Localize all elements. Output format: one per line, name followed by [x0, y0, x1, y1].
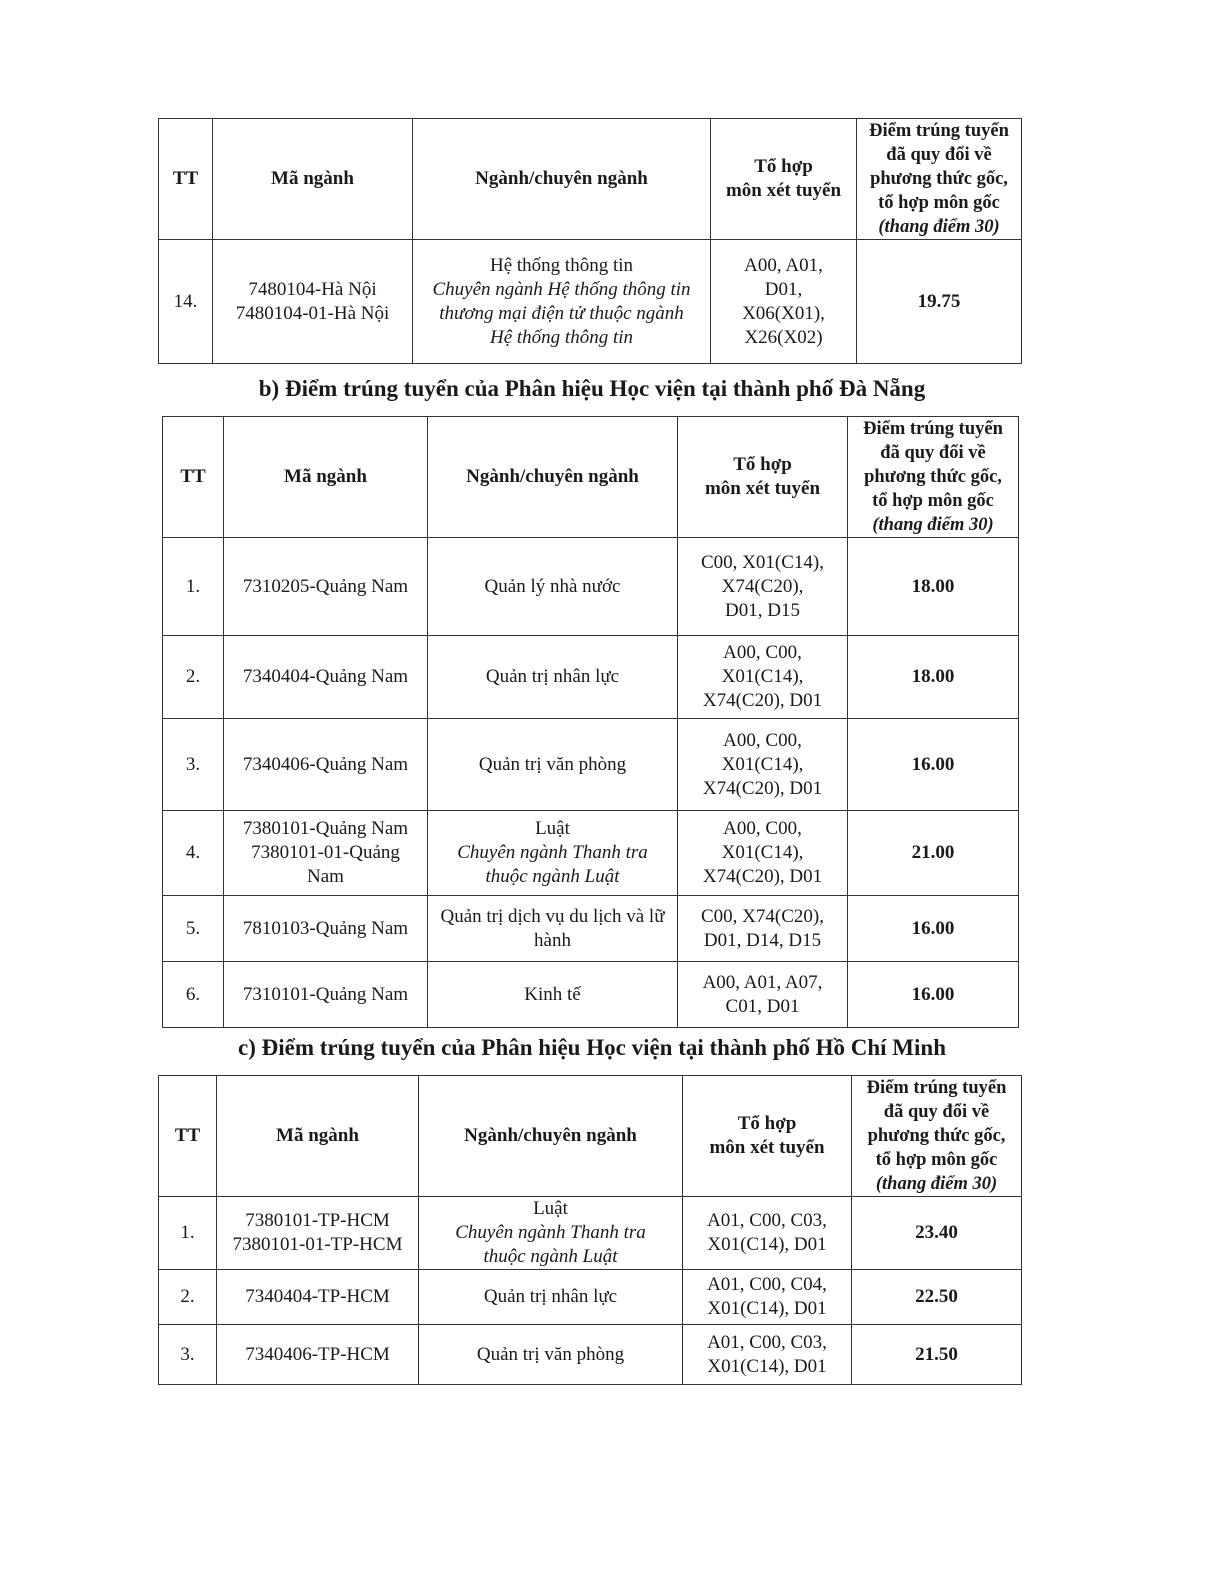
- specialization-line: Chuyên ngành Hệ thống thông tin: [432, 278, 691, 300]
- score-table-hcm: [158, 1075, 1022, 1385]
- row-tt: 2.: [163, 636, 224, 719]
- code-line: 7810103-Quảng Nam: [242, 917, 409, 939]
- header-score-line: phương thức gốc,: [870, 169, 1008, 189]
- row-tt: 2.: [159, 1270, 217, 1325]
- combo-line: D01,: [764, 278, 803, 300]
- score-table-danang: [162, 416, 1019, 1028]
- major-name: Luật: [535, 818, 570, 839]
- combo-line: X01(C14), D01: [707, 1355, 827, 1377]
- row-combo: [678, 962, 848, 1028]
- major-name: Kinh tế: [524, 983, 581, 1005]
- row-tt: 3.: [159, 1325, 217, 1385]
- header-code: Mã ngành: [213, 119, 413, 240]
- row-score: 18.00: [848, 538, 1019, 636]
- row-code: [217, 1197, 419, 1270]
- row-tt: 4.: [163, 811, 224, 896]
- header-combo: [683, 1076, 852, 1197]
- combo-line: X74(C20),: [721, 575, 804, 597]
- code-line: 7380101-TP-HCM: [245, 1210, 390, 1231]
- combo-line: X74(C20), D01: [702, 777, 823, 799]
- header-row: [159, 1076, 1022, 1197]
- combo-line: X06(X01),: [742, 302, 825, 324]
- header-score-scale: (thang điểm 30): [872, 515, 994, 535]
- header-score-line: tổ hợp môn gốc: [872, 491, 994, 511]
- code-line: 7380101-Quảng Nam: [242, 818, 409, 839]
- header-major: Ngành/chuyên ngành: [419, 1076, 683, 1197]
- row-major: [419, 1197, 683, 1270]
- row-combo: [678, 719, 848, 811]
- row-code: [224, 719, 428, 811]
- row-score: 16.00: [848, 719, 1019, 811]
- row-tt: 1.: [159, 1197, 217, 1270]
- combo-line: A00, A01, A07,: [702, 971, 823, 993]
- code-line: 7380101-01-TP-HCM: [232, 1234, 403, 1255]
- header-score-scale: (thang điểm 30): [878, 217, 1000, 237]
- header-combo-line: Tổ hợp: [754, 156, 813, 177]
- specialization-line: Chuyên ngành Thanh tra: [455, 1222, 646, 1243]
- combo-line: X26(X02): [744, 326, 823, 348]
- header-code: Mã ngành: [217, 1076, 419, 1197]
- row-code: [224, 896, 428, 962]
- header-combo: [711, 119, 857, 240]
- major-name: Quản trị nhân lực: [485, 666, 620, 687]
- row-score: 21.00: [848, 811, 1019, 896]
- combo-line: C00, X74(C20),: [701, 905, 824, 927]
- combo-line: X01(C14), D01: [707, 1298, 827, 1319]
- specialization-line: thuộc ngành Luật: [483, 1246, 618, 1267]
- specialization-line: thuộc ngành Luật: [485, 866, 620, 887]
- section-title-hcm: c) Điểm trúng tuyển của Phân hiệu Học viện tại thành phố Hồ Chí Minh: [238, 1035, 946, 1060]
- row-code: [217, 1325, 419, 1385]
- row-combo: [683, 1197, 852, 1270]
- header-code: Mã ngành: [224, 417, 428, 538]
- row-score: 21.50: [852, 1325, 1022, 1385]
- table-row: [163, 896, 1019, 962]
- header-combo-line: Tổ hợp: [733, 454, 792, 475]
- code-line: 7340404-Quảng Nam: [242, 666, 409, 687]
- header-score-line: Điểm trúng tuyển: [869, 121, 1009, 141]
- row-tt: 5.: [163, 896, 224, 962]
- row-score: 23.40: [852, 1197, 1022, 1270]
- header-score-line: tổ hợp môn gốc: [875, 1150, 998, 1170]
- header-tt: TT: [159, 1076, 217, 1197]
- code-line: Nam: [307, 866, 344, 887]
- row-combo: [678, 811, 848, 896]
- section-title-danang: b) Điểm trúng tuyển của Phân hiệu Học viện tại thành phố Đà Nẵng: [258, 376, 926, 401]
- header-major: Ngành/chuyên ngành: [428, 417, 678, 538]
- table-row: [159, 1197, 1022, 1270]
- combo-line: A00, C00,: [723, 642, 802, 663]
- combo-line: A01, C00, C04,: [707, 1274, 827, 1295]
- header-score-line: đã quy đổi về: [886, 145, 992, 165]
- row-code: [224, 962, 428, 1028]
- code-line: 7310101-Quảng Nam: [242, 983, 409, 1005]
- header-score-line: tổ hợp môn gốc: [878, 193, 1000, 213]
- code-line: 7310205-Quảng Nam: [242, 575, 409, 597]
- header-tt: TT: [159, 119, 213, 240]
- combo-line: D01, D14, D15: [703, 929, 822, 951]
- code-line: 7480104-Hà Nội: [248, 278, 377, 300]
- header-score-line: Điểm trúng tuyển: [863, 419, 1003, 439]
- header-tt: TT: [163, 417, 224, 538]
- row-code: [224, 636, 428, 719]
- major-name: Quản lý nhà nước: [484, 575, 621, 597]
- table-row: [159, 1325, 1022, 1385]
- row-combo: [678, 636, 848, 719]
- major-name: Quản trị nhân lực: [483, 1286, 618, 1307]
- header-score-line: đã quy đổi về: [880, 443, 986, 463]
- table-row: [163, 719, 1019, 811]
- combo-line: X01(C14),: [721, 666, 804, 687]
- row-combo: [678, 896, 848, 962]
- header-major: Ngành/chuyên ngành: [413, 119, 711, 240]
- code-line: 7480104-01-Hà Nội: [235, 302, 390, 324]
- row-major: [419, 1325, 683, 1385]
- header-score-line: phương thức gốc,: [867, 1126, 1006, 1146]
- header-score: [848, 417, 1019, 538]
- combo-line: A00, A01,: [744, 254, 823, 276]
- row-score: 18.00: [848, 636, 1019, 719]
- header-row: [159, 119, 1022, 240]
- header-combo-line: môn xét tuyển: [704, 478, 821, 499]
- combo-line: A00, C00,: [723, 818, 802, 839]
- combo-line: C00, X01(C14),: [701, 551, 824, 573]
- row-tt: 14.: [159, 240, 213, 364]
- major-name: Luật: [533, 1198, 568, 1219]
- header-score-line: phương thức gốc,: [864, 467, 1002, 487]
- combo-line: X01(C14),: [721, 842, 804, 863]
- row-score: 16.00: [848, 896, 1019, 962]
- header-combo-line: môn xét tuyển: [709, 1137, 825, 1158]
- header-combo: [678, 417, 848, 538]
- code-line: 7340406-TP-HCM: [245, 1343, 390, 1365]
- combo-line: A01, C00, C03,: [707, 1210, 827, 1231]
- row-major: [428, 719, 678, 811]
- header-row: [163, 417, 1019, 538]
- combo-line: X74(C20), D01: [702, 866, 823, 887]
- table-row: [159, 240, 1022, 364]
- row-score: 16.00: [848, 962, 1019, 1028]
- header-combo-line: môn xét tuyển: [725, 180, 842, 201]
- header-score-scale: (thang điểm 30): [875, 1174, 998, 1194]
- row-score: 19.75: [857, 240, 1022, 364]
- row-score: 22.50: [852, 1270, 1022, 1325]
- header-score: [857, 119, 1022, 240]
- combo-line: A00, C00,: [723, 729, 802, 751]
- header-score: [852, 1076, 1022, 1197]
- code-line: 7380101-01-Quảng: [251, 842, 400, 863]
- row-code: [217, 1270, 419, 1325]
- row-tt: 6.: [163, 962, 224, 1028]
- combo-line: X01(C14),: [721, 753, 804, 775]
- row-major: [428, 811, 678, 896]
- combo-line: X01(C14), D01: [707, 1234, 827, 1255]
- major-name: Quản trị dịch vụ du lịch và lữ hành: [440, 905, 665, 951]
- major-name: Quản trị văn phòng: [476, 1343, 625, 1365]
- row-major: [428, 896, 678, 962]
- specialization-line: thương mại điện tử thuộc ngành: [439, 302, 684, 324]
- row-code: [224, 811, 428, 896]
- combo-line: D01, D15: [725, 599, 800, 621]
- header-score-line: Điểm trúng tuyển: [866, 1078, 1007, 1098]
- specialization-line: Chuyên ngành Thanh tra: [457, 842, 648, 863]
- major-name: Quản trị văn phòng: [478, 753, 627, 775]
- row-combo: [683, 1270, 852, 1325]
- table-row: [163, 962, 1019, 1028]
- table-row: [163, 538, 1019, 636]
- row-major: [413, 240, 711, 364]
- combo-line: X74(C20), D01: [702, 690, 823, 711]
- row-combo: [711, 240, 857, 364]
- table-row: [159, 1270, 1022, 1325]
- table-row: [163, 636, 1019, 719]
- code-line: 7340404-TP-HCM: [245, 1286, 390, 1307]
- row-code: [213, 240, 413, 364]
- row-combo: [678, 538, 848, 636]
- row-major: [428, 962, 678, 1028]
- header-score-line: đã quy đổi về: [883, 1102, 990, 1122]
- row-major: [428, 636, 678, 719]
- combo-line: C01, D01: [725, 995, 800, 1017]
- specialization-line: Hệ thống thông tin: [489, 326, 634, 348]
- combo-line: A01, C00, C03,: [707, 1331, 827, 1353]
- header-combo-line: Tổ hợp: [737, 1113, 797, 1134]
- code-line: 7340406-Quảng Nam: [242, 753, 409, 775]
- table-row: [163, 811, 1019, 896]
- row-code: [224, 538, 428, 636]
- score-table-hanoi: [158, 118, 1022, 364]
- row-major: [419, 1270, 683, 1325]
- row-tt: 1.: [163, 538, 224, 636]
- major-name: Hệ thống thông tin: [489, 254, 634, 276]
- row-major: [428, 538, 678, 636]
- row-combo: [683, 1325, 852, 1385]
- row-tt: 3.: [163, 719, 224, 811]
